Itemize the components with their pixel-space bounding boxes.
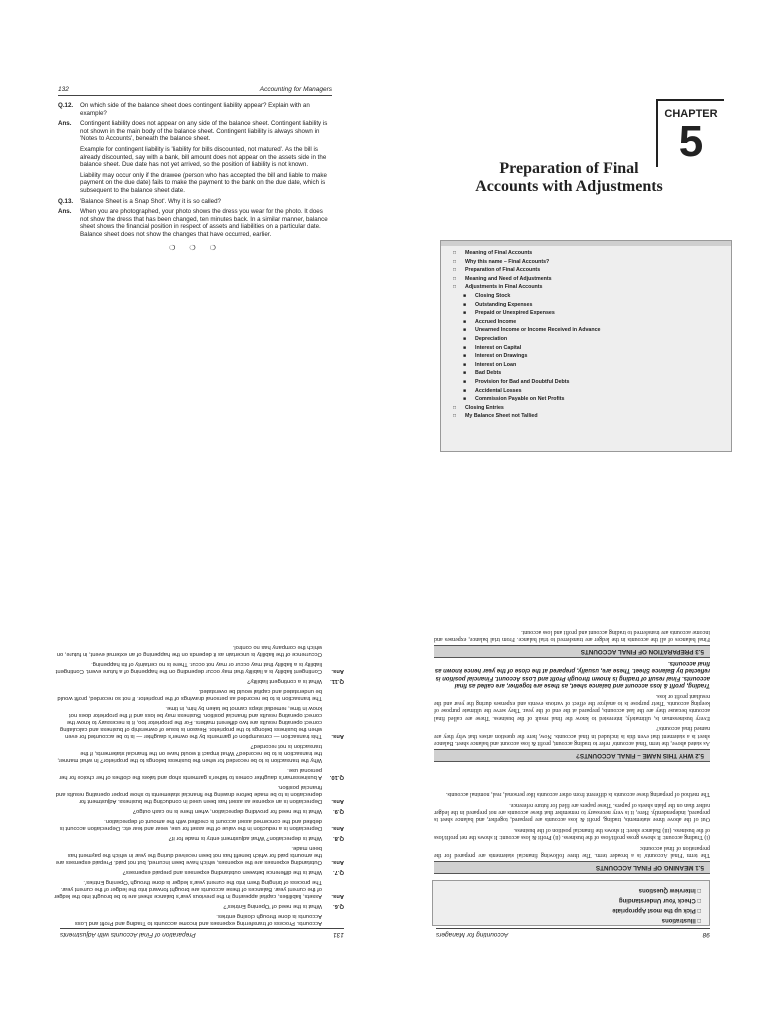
contents-item: ■ Outstanding Expenses [463,301,533,308]
chapter-contents [440,240,732,452]
qa-item: Q.13. 'Balance Sheet is a Snap Shot'. Why it is so called? [58,197,221,205]
qa-block [58,102,333,252]
qa-item: The transaction is to be recorded as personal drawings of the proprietor. If not so recorded, profit would be understated and capital would be overstated. [57,688,322,701]
square-bullet-icon: ■ [463,353,467,360]
qa-item: Example for contingent liability is 'liability for bills discounted, not matured'. As the bill is already discounted, say with a bank, bill amount does not appear on the assets side in the balance sheet. Due date has not yet arrived, so the position of liability is not known. [80,145,327,169]
list-item: □ Pick up the most Appropriate [612,907,701,913]
qa-item: Ans. Outstanding expenses are the expenses, which have been incurred, but not paid. Prepaid expenses are the amounts paid for which benefit has not been received during the year in which the payment has been made. [55,845,344,865]
contents-item: ■ Accrued Income [463,318,517,325]
section-heading: 5.3 PREPARATION OF FINAL ACCOUNTS [434,645,710,658]
section-body: The term 'Final Accounts' is a broader term. The three following financial statements are prepared for the preparation of final accounts: (i) Trading account: It shows gross profit/loss of the business. (ii) Profit & loss account: It shows the net profit/loss of the business. (iii) Balance sheet: It shows the financial position of the business. Out of the above three statements, trading, profit & loss accounts are prepared, together, and balance sheet is prepared, independently. Here, it is very necessary to remember that these accounts are not prepared in the ledger rather than on the plain sheets of papers. These papers are filed for future reference. The method of preparing these accounts is different from other accounts like personal, real, nominal accounts. [434,791,710,858]
page-131 [0,512,384,1024]
list-item: □ Interview Questions [638,887,701,893]
page-number: 131 [333,931,344,938]
square-bullet-icon: ■ [463,344,467,351]
qa-item: Liability may occur only if the drawee (person who has accepted the bill and liable to make payment on the due date) fails to make the payment to the bank on the due date, which is subsequent to the balance sheet date. [80,171,327,194]
square-bullet-icon: ■ [463,370,467,377]
qa-block [54,640,344,926]
page-number: 132 [58,86,69,93]
box-bullet-icon: □ [453,275,457,282]
square-bullet-icon: ■ [463,361,467,368]
box-bullet-icon: □ [453,413,457,420]
qa-item: Ans. Depreciation is a reduction in the value of the asset for use, wear and tear etc. Depreciation account is debited and the concerned asset account is credited with the amount of depreciation. [59,818,344,831]
contents-item: ■ Interest on Drawings [463,353,528,360]
running-header [58,86,332,96]
square-bullet-icon: ■ [463,387,467,394]
contents-item: □ Closing Entries [453,404,504,411]
bottom-spread-rotated [0,512,768,1024]
list-item: □ Illustrations [661,917,701,923]
square-bullet-icon: ■ [463,292,467,299]
contents-item: ■ Closing Stock [463,292,511,299]
box-bullet-icon: □ [453,284,457,291]
contents-item: □ Why this name – Final Accounts? [453,258,550,265]
chapter-label: CHAPTER [664,108,718,120]
page-132 [0,0,384,512]
contents-item: ■ Interest on Capital [463,344,522,351]
qa-item: Q.11. What is a contingent liability? [247,678,344,684]
chapter-badge [656,99,724,167]
qa-item: Q.9. What is the need for providing depreciation, when there is no cash outgo? [132,808,344,814]
contents-item: □ Adjustments in Final Accounts [453,284,543,291]
qa-item: Ans. When you are photographed, your photo shows the dress you wear for the photo. It does not show the dress that has been changed, ten minutes back. In a similar manner, balance sheet shows the financial position in respect of assets and liabilities on a particular date. Balance sheet does not show the changes that have occurred, earlier. [58,208,328,238]
qa-item: Ans. Assets, liabilities, capital appearing in the previous year's balance sheet are to be brought into the ledger of the current year. Balances of these accounts are brought forward into the ledger of the current year. The process of bringing them into the current year's ledger is done through 'Opening Entries'. [54,879,344,899]
running-title: Accounting for Managers [436,931,509,938]
running-title: Preparation of Final Accounts with Adjustments [60,931,196,938]
section-heading: 5.1 MEANING OF FINAL ACCOUNTS [434,861,710,874]
contents-item: □ My Balance Sheet not Tallied [453,413,538,420]
chapter-title: Preparation of Final Accounts with Adjustments [475,160,663,195]
square-bullet-icon: ■ [463,378,467,385]
chapter-number: 5 [678,117,704,166]
contents-item: □ Meaning of Final Accounts [453,250,533,256]
contents-item: □ Meaning and Need of Adjustments [453,275,552,282]
highlight-note: Trading, profit & loss account and balance sheet, as these are together, are called as final accounts. Final result of trading is known through Profit and Loss Account. Financial position is reflected by Balance Sheet. These are, usually, prepared at the close of the year hence known as final accounts. [434,659,710,688]
qa-item: Accounts. Process of transferring expenses and income accounts to Trading and Profit and Loss Accounts is done through closing entries. [74,913,322,926]
box-bullet-icon: □ [453,267,457,274]
qa-item: Ans. Depreciation is an expense as asset has been used in conducting the business. Adjustment for depreciation is to be made before drawing the financial statements to show proper operating results and financial position. [55,784,344,804]
chapter-opener-page [384,0,768,512]
contents-item: ■ Accidental Losses [463,387,522,394]
box-bullet-icon: □ [453,404,457,411]
qa-item: Q.10. A businessman's daughter comes to father's garments shop and takes the clothes of her choice for her personal use. [59,767,344,780]
qa-item: Ans. Contingent liability does not appear on any side of the balance sheet. Contingent liability is not shown in the main body of the balance sheet. Contingent liability is always shown in 'Notes to Accounts', beneath the balance sheet. [58,120,328,143]
running-header [60,928,344,938]
qa-item: Q.7. What is the difference between outstanding expenses and prepaid expenses? [122,869,344,875]
square-bullet-icon: ■ [463,327,467,334]
running-title: Accounting for Managers [259,86,332,93]
contents-item: ■ Bad Debts [463,370,502,377]
square-bullet-icon: ■ [463,318,467,325]
square-bullet-icon: ■ [463,396,467,403]
list-item: □ Check Your Understanding [618,897,701,903]
contents-list [441,246,731,421]
section-heading: 5.2 WHY THIS NAME – FINAL ACCOUNTS? [434,749,710,762]
qa-item: Ans. This transaction — consumption of garments by the owner's daughter — is to be accounted for even when the business belongs to the proprietor. Reason is issue of ownership of business and calculating correct operating results are two different matters. For the proprietor too, it is necessary to know the correct operating results and financial position. Business may be loss and if the proprietor does not know in time, remedial steps cannot be taken by him, in time. [60,705,344,739]
contents-item: ■ Prepaid or Unexpired Expenses [463,310,555,317]
page-98 [384,512,768,1024]
contents-item: □ Preparation of Final Accounts [453,267,541,274]
box-bullet-icon: □ [453,258,457,265]
end-mark: ❍ ❍ ❍ [169,244,222,252]
running-header [436,928,710,938]
section-body: Final balances of all the accounts in the ledger are transferred to trial balance. From trial balance, expenses and income accounts are transferred to trading account and profit and loss account. [434,628,710,642]
qa-item: Ans. Contingent liability is a liability that may occur depending on the happening of a future event. Contingent liability is a liability that may occur or may not occur. There is no certainty of its happening. [55,661,344,674]
contents-item: ■ Interest on Loan [463,361,517,368]
contents-item: ■ Depreciation [463,335,508,342]
qa-item: Why the transaction is to be recorded for when the business belongs to the proprietor? In what manner, the transaction is to be recorded? What impact it would have on the financial statements, if the transaction is not recorded? [57,743,322,763]
page-number: 98 [702,931,710,938]
contents-item: ■ Commission Payable on Net Profits [463,396,565,403]
square-bullet-icon: ■ [463,310,467,317]
chapter-extras-box [432,880,710,926]
qa-item: Occurrence of the liability is uncertain as it depends on the happening of an external event, in future, on which the company has no control. [56,644,322,657]
contents-item: ■ Provision for Bad and Doubtful Debts [463,378,570,385]
square-bullet-icon: ■ [463,301,467,308]
qa-item: Q.8. What is depreciation? What adjustment entry is made for it? [168,835,344,841]
qa-item: Q.12. On which side of the balance sheet does contingent liability appear? Explain with an example? [58,102,310,117]
section-body: As stated above, the term 'final accounts' refer to trading account, profit & loss account and balance sheet. Balance sheet is a statement that even this is included in final accounts. Now, here the question arises that why they are named final accounts? Every businessman is, ultimately, interested to know the final result of the business. These are called final accounts because they are the last accounts, prepared at the end of the year. They serve the ultimate purpose of keeping accounts. Their purpose is to analyze the effect of various events and expenses during the year and the resultant profit or loss. [434,692,710,746]
qa-item: Q.6. What is the need of 'Opening Entries'? [223,903,344,909]
box-bullet-icon: □ [453,250,457,256]
contents-item: ■ Unearned Income or Income Received in Advance [463,327,601,334]
square-bullet-icon: ■ [463,335,467,342]
